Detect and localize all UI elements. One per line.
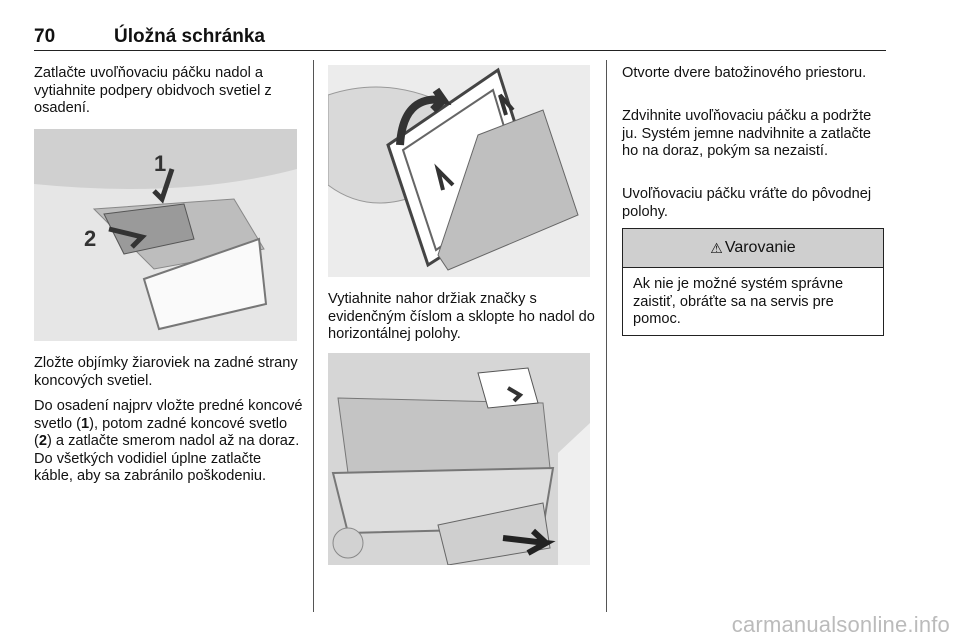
column-divider [313,60,314,612]
page-header [34,26,886,52]
column-divider [606,60,607,612]
col1-paragraph-1: Zatlačte uvoľňovaciu páčku nadol a vytiahnite podpery obidvoch svetiel z osadení. [34,65,272,116]
figure-trunk [328,353,590,565]
figure-label-1: 1 [154,151,167,176]
col1-paragraph-2: Zložte objímky žiaroviek na zadné strany koncových svetiel. [34,355,298,389]
warning-header [623,229,883,268]
col2-paragraph-1: Vytiahnite nahor držiak značky s evidenčným číslom a sklopte ho nadol do horizontálnej polohy. [328,291,595,342]
warning-title: Varovanie [724,239,796,256]
figure-label-2: 2 [84,226,97,251]
figure-light-holders [34,129,297,341]
page-number: 70 [34,26,56,47]
warning-box [622,228,884,336]
col3-paragraph-2: Zdvihnite uvoľňovaciu páčku a podržte ju. Systém jemne nadvihnite a zatlačte ho na doraz, pokým sa nezaistí. [622,108,872,159]
col1-paragraph-3: Do osadení najprv vložte predné koncové svetlo (1), potom zadné koncové svetlo (2) a zatlačte smerom nadol až na doraz. Do všetkých vodidiel úplne zatlačte káble, aby sa zabránilo poškodeniu. [34,398,303,484]
col3-paragraph-1: Otvorte dvere batožinového priestoru. [622,65,867,81]
col3-paragraph-3: Uvoľňovaciu páčku vráťte do pôvodnej polohy. [622,186,872,220]
figure-plate-holder [328,65,590,277]
warning-triangle-icon: ⚠ [710,240,723,256]
chapter-title: Úložná schránka [114,26,265,47]
header-rule [34,50,886,51]
watermark: carmanualsonline.info [731,612,950,637]
warning-text: Ak nie je možné systém správne zaistiť, obráťte sa na servis pre pomoc. [633,276,844,327]
